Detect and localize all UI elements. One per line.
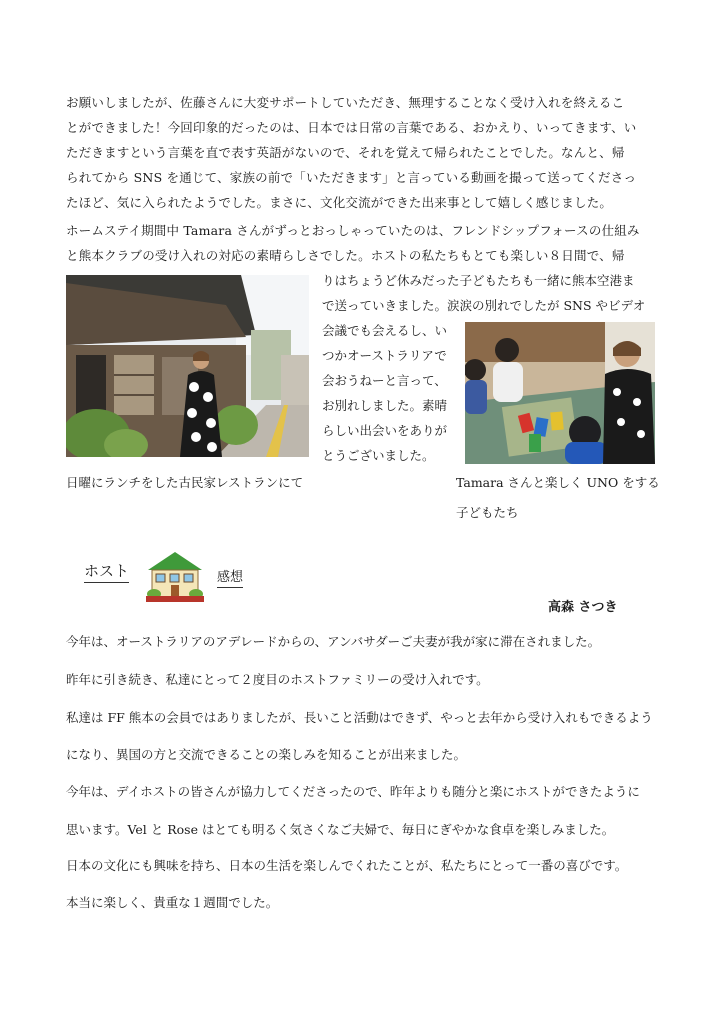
uno-photo bbox=[465, 322, 655, 464]
text-line: とができました！今回印象的だったのは、日本では日常の言葉である、おかえり、いってきます、い bbox=[66, 120, 637, 135]
text-line: りはちょうど休みだった子どもたちも一緒に熊本空港ま bbox=[322, 273, 635, 288]
house-icon bbox=[144, 550, 206, 602]
text-line: 本当に楽しく、貴重な１週間でした。 bbox=[66, 895, 279, 910]
host-title-right: 感想 bbox=[217, 570, 243, 588]
text-line: ただきますという言葉を直で表す英語がないので、それを覚えて帰られたことでした。なんと、帰 bbox=[66, 145, 625, 160]
text-line: らしい出会いをありが bbox=[322, 423, 448, 438]
text-line: と熊本クラブの受け入れの対応の素晴らしさでした。ホストの私たちもとても楽しい８日間で、帰 bbox=[66, 248, 625, 263]
uno-photo-caption-line: 子どもたち bbox=[456, 505, 519, 520]
text-line: お願いしましたが、佐藤さんに大変サポートしていただき、無理することなく受け入れを終えるこ bbox=[66, 95, 625, 110]
restaurant-photo-caption: 日曜にランチをした古民家レストランにて bbox=[66, 475, 304, 490]
text-line: 思います。Vel と Rose はとても明るく気さくなご夫婦で、毎日にぎやかな食卓を楽しみました。 bbox=[66, 822, 615, 837]
host-title-right-wrap bbox=[217, 566, 243, 585]
text-line: 今年は、オーストラリアのアデレードからの、アンバサダーご夫妻が我が家に滞在されました。 bbox=[66, 634, 601, 649]
text-line: られてから SNS を通じて、家族の前で「いただきます」と言っている動画を撮って送ってくださっ bbox=[66, 170, 637, 185]
text-line: で送っていきました。涙涙の別れでしたが SNS やビデオ bbox=[322, 298, 646, 313]
text-line: 会議でも会えるし、い bbox=[322, 323, 448, 338]
host-title-left: ホスト bbox=[84, 562, 129, 583]
text-line: たほど、気に入られたようでした。まさに、文化交流ができた出来事として嬉しく感じました。 bbox=[66, 195, 613, 210]
author-name: 高森 さつき bbox=[548, 600, 618, 615]
text-line: つかオーストラリアで bbox=[322, 348, 447, 363]
text-line: になり、異国の方と交流できることの楽しみを知ることが出来ました。 bbox=[66, 747, 467, 762]
text-line: 会おうねーと言って、 bbox=[322, 373, 447, 388]
text-line: お別れしました。素晴 bbox=[322, 398, 448, 413]
restaurant-photo bbox=[66, 275, 309, 457]
host-section-heading bbox=[84, 560, 129, 581]
text-line: 日本の文化にも興味を持ち、日本の生活を楽しんでくれたことが、私たちにとって一番の喜びです。 bbox=[66, 858, 628, 873]
text-line: 私達は FF 熊本の会員ではありましたが、長いこと活動はできず、やっと去年から受け入れもできるよう bbox=[66, 710, 653, 725]
text-line: ホームステイ期間中 Tamara さんがずっとおっしゃっていたのは、フレンドシップフォースの仕組み bbox=[66, 223, 640, 238]
text-line: とうございました。 bbox=[322, 448, 435, 463]
uno-photo-caption-line: Tamara さんと楽しく UNO をする bbox=[456, 475, 660, 490]
text-line: 今年は、デイホストの皆さんが協力してくださったので、昨年よりも随分と楽にホストができたように bbox=[66, 784, 640, 799]
text-line: 昨年に引き続き、私達にとって２度目のホストファミリーの受け入れです。 bbox=[66, 672, 489, 687]
